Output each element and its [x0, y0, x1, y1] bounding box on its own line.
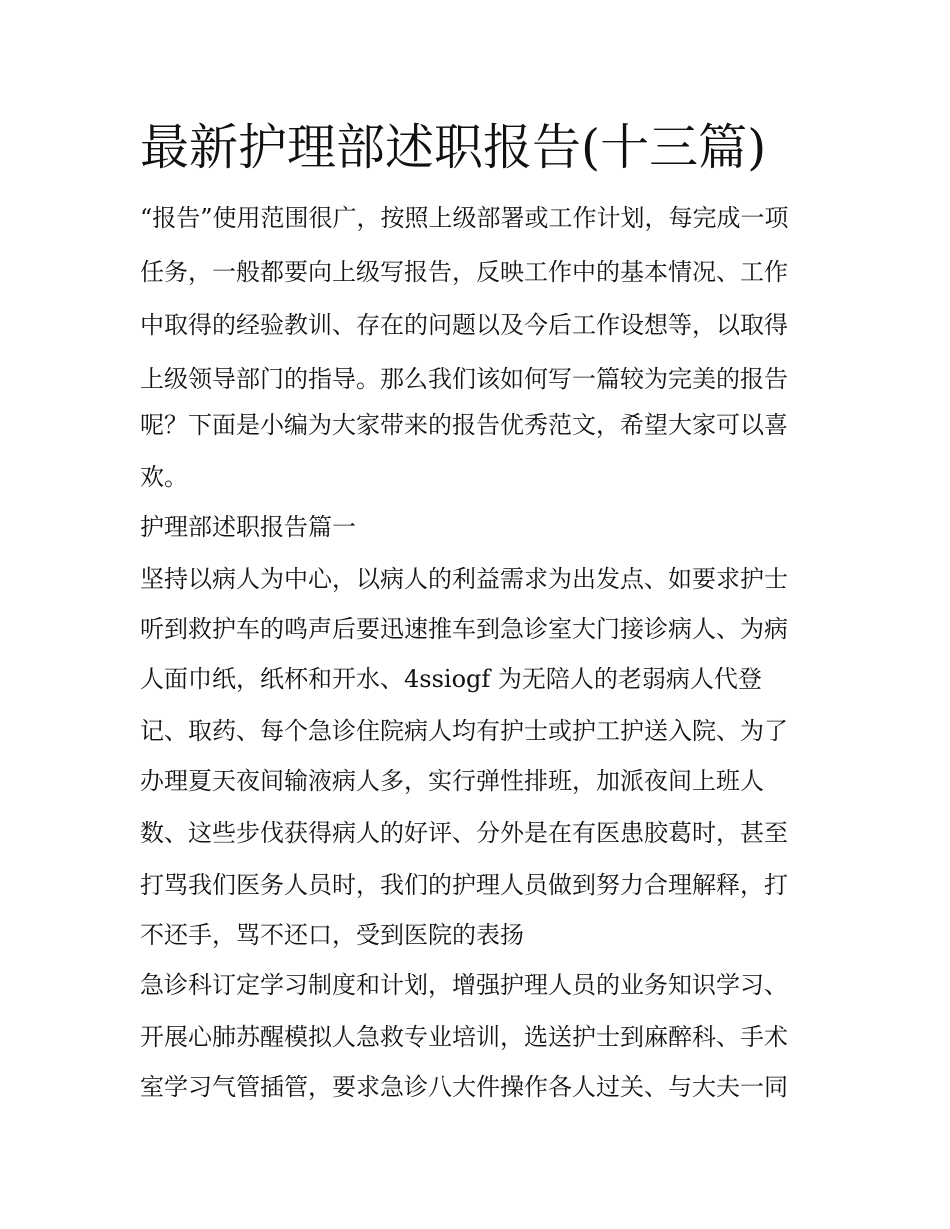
body-line: 中取得的经验教训、存在的问题以及今后工作设想等，以取得 — [140, 311, 788, 339]
section-heading: 护理部述职报告篇一 — [140, 513, 356, 541]
document-title: 最新护理部述职报告(十三篇) — [140, 119, 767, 176]
body-line: 记、取药、每个急诊住院病人均有护士或护工护送入院、为了 — [140, 717, 788, 745]
body-line: 人面巾纸，纸杯和开水、4ssiogf 为无陪人的老弱病人代登 — [140, 665, 762, 693]
body-line: “报告”使用范围很广，按照上级部署或工作计划，每完成一项 — [140, 204, 789, 232]
body-line: 呢？下面是小编为大家带来的报告优秀范文，希望大家可以喜 — [140, 411, 788, 439]
body-line: 欢。 — [140, 463, 188, 491]
body-line: 坚持以病人为中心，以病人的利益需求为出发点、如要求护士 — [140, 565, 788, 593]
body-line: 急诊科订定学习制度和计划，增强护理人员的业务知识学习、 — [140, 971, 788, 999]
body-line: 听到救护车的鸣声后要迅速推车到急诊室大门接诊病人、为病 — [140, 615, 788, 643]
body-line: 不还手，骂不还口，受到医院的表扬 — [140, 921, 524, 949]
body-line: 数、这些步伐获得病人的好评、分外是在有医患胶葛时，甚至 — [140, 819, 788, 847]
body-line: 任务，一般都要向上级写报告，反映工作中的基本情况、工作 — [140, 258, 788, 286]
body-line: 办理夏天夜间输液病人多，实行弹性排班，加派夜间上班人 — [140, 767, 764, 795]
body-line: 室学习气管插管，要求急诊八大件操作各人过关、与大夫一同 — [140, 1073, 788, 1101]
body-line: 开展心肺苏醒模拟人急救专业培训，选送护士到麻醉科、手术 — [140, 1023, 788, 1051]
body-line: 打骂我们医务人员时，我们的护理人员做到努力合理解释，打 — [140, 871, 788, 899]
body-line: 上级领导部门的指导。那么我们该如何写一篇较为完美的报告 — [140, 365, 788, 393]
